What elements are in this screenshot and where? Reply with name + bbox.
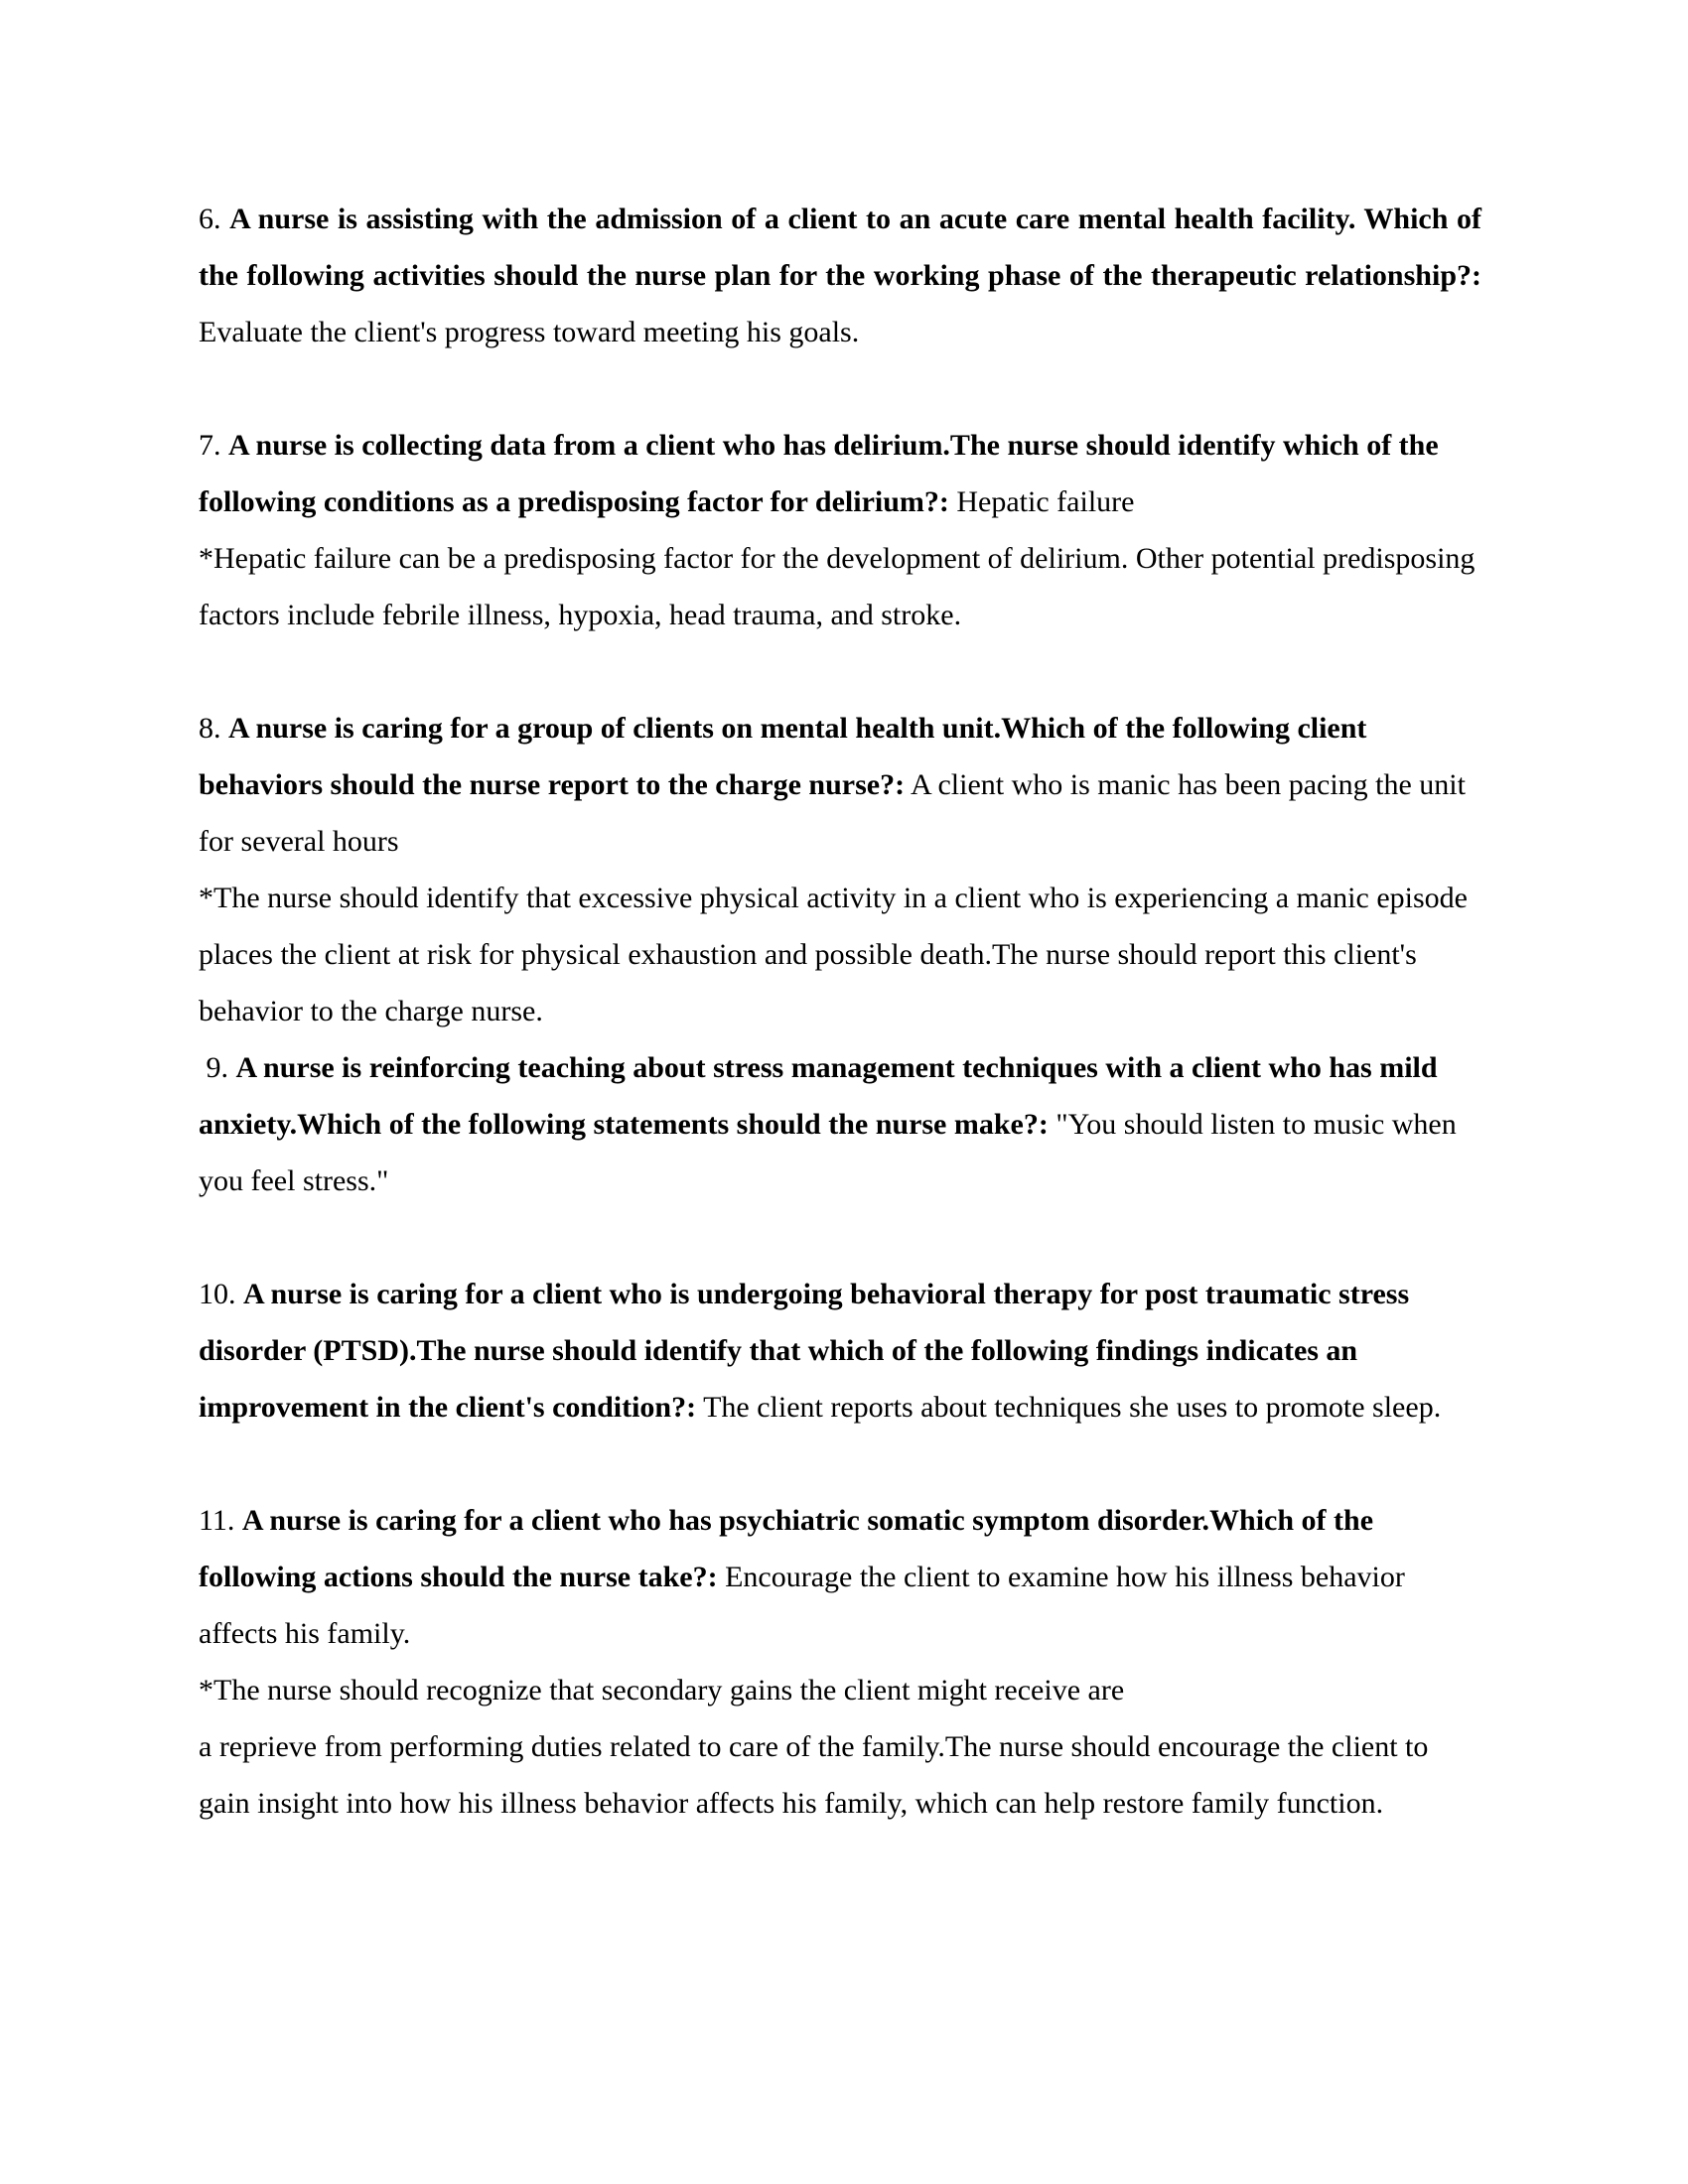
question-text: A nurse is assisting with the admission of a client to an acute care mental health facility. Which of the following activities should the nurse plan for the working phase of the therapeutic relationship?: (199, 203, 1482, 292)
rationale-text-7: *Hepatic failure can be a predisposing factor for the development of delirium. Other potential predisposing factors include febrile illness, hypoxia, head trauma, and stroke. (199, 542, 1476, 631)
question-text: A nurse is collecting data from a client who has delirium.The nurse should identify which of the following conditions as a predisposing factor for delirium?: (199, 429, 1439, 518)
question-item-10 (199, 1266, 1481, 1435)
question-item-7 (199, 417, 1481, 530)
question-text: A nurse is caring for a client who has psychiatric somatic symptom disorder.Which of the following actions should the nurse take?: (199, 1504, 1374, 1593)
rationale-text-8: *The nurse should identify that excessive physical activity in a client who is experiencing a manic episode places the client at risk for physical exhaustion and possible death.The nurse should report this client's behavior to the charge nurse. (199, 882, 1468, 1027)
question-number: 9. (206, 1051, 228, 1084)
question-text: A nurse is caring for a group of clients on mental health unit.Which of the following client behaviors should the nurse report to the charge nurse?: (199, 712, 1367, 801)
answer-text: A client who is manic has been pacing the unit for several hours (199, 768, 1466, 858)
question-item-11 (199, 1492, 1481, 1662)
rationale-text-11-line2: a reprieve from performing duties related to care of the family.The nurse should encourage the client to gain insight into how his illness behavior affects his family, which can help restore family function. (199, 1730, 1429, 1820)
question-item-9 (199, 1039, 1481, 1209)
answer-text: "You should listen to music when you feel stress." (199, 1108, 1457, 1197)
question-number: 6. (199, 203, 221, 235)
answer-text: Evaluate the client's progress toward meeting his goals. (199, 316, 860, 348)
question-number: 7. (199, 429, 221, 462)
answer-text: Encourage the client to examine how his illness behavior affects his family. (199, 1561, 1405, 1650)
question-item-8 (199, 700, 1481, 870)
answer-text: Hepatic failure (956, 485, 1135, 518)
question-number: 11. (199, 1504, 235, 1537)
answer-text: The client reports about techniques she uses to promote sleep. (703, 1391, 1442, 1424)
question-item-6 (199, 191, 1481, 360)
question-number: 8. (199, 712, 221, 745)
leading-space (199, 1051, 207, 1084)
question-text: A nurse is reinforcing teaching about stress management techniques with a client who has mild anxiety.Which of the following statements should the nurse make?: (199, 1051, 1438, 1141)
question-text: A nurse is caring for a client who is undergoing behavioral therapy for post traumatic stress disorder (PTSD).The nurse should identify that which of the following findings indicates an improvement in the client's condition?: (199, 1278, 1410, 1424)
question-number: 10. (199, 1278, 236, 1310)
document-page (199, 191, 1481, 1832)
rationale-text-11-line1: *The nurse should recognize that secondary gains the client might receive are (199, 1674, 1125, 1706)
